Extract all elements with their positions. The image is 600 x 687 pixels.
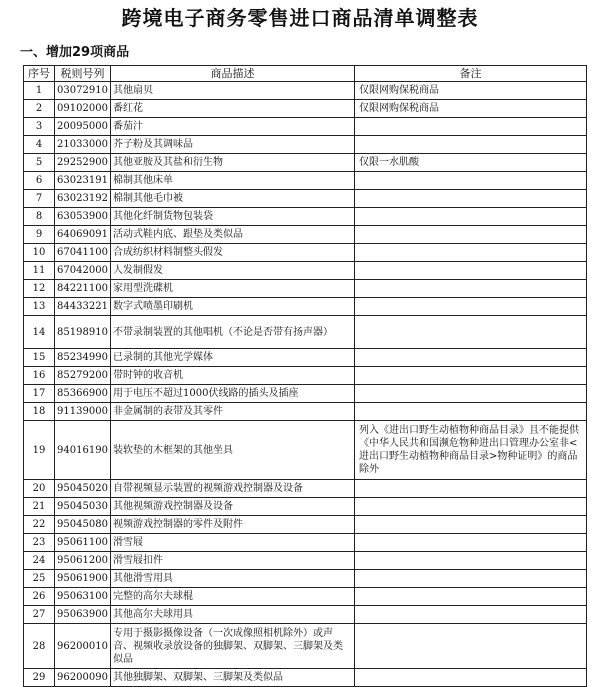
table-row bbox=[24, 208, 587, 226]
header-note: 备注 bbox=[355, 66, 587, 82]
row-code: 95045030 bbox=[55, 498, 111, 516]
table-row bbox=[24, 552, 587, 570]
row-seq: 7 bbox=[24, 190, 55, 208]
row-seq: 2 bbox=[24, 100, 55, 118]
table-row bbox=[24, 421, 587, 480]
row-desc: 家用型洗碟机 bbox=[111, 280, 355, 298]
row-desc: 番茄汁 bbox=[111, 118, 355, 136]
row-desc: 棉制其他毛巾被 bbox=[111, 190, 355, 208]
table-row bbox=[24, 100, 587, 118]
row-code: 03072910 bbox=[55, 82, 111, 100]
row-note bbox=[355, 244, 587, 262]
table-row bbox=[24, 606, 587, 624]
table-row bbox=[24, 403, 587, 421]
row-note bbox=[355, 588, 587, 606]
row-note bbox=[355, 262, 587, 280]
row-code: 67041100 bbox=[55, 244, 111, 262]
header-seq: 序号 bbox=[24, 66, 55, 82]
row-seq: 17 bbox=[24, 385, 55, 403]
row-code: 20095000 bbox=[55, 118, 111, 136]
row-desc: 自带视频显示装置的视频游戏控制器及设备 bbox=[111, 480, 355, 498]
table-row bbox=[24, 588, 587, 606]
row-code: 64069091 bbox=[55, 226, 111, 244]
row-desc: 其他化纤制货物包装袋 bbox=[111, 208, 355, 226]
row-seq: 11 bbox=[24, 262, 55, 280]
page-title: 跨境电子商务零售进口商品清单调整表 bbox=[121, 6, 479, 30]
table-row bbox=[24, 534, 587, 552]
table-row bbox=[24, 349, 587, 367]
table-row bbox=[24, 298, 587, 316]
row-seq: 6 bbox=[24, 172, 55, 190]
row-note bbox=[355, 190, 587, 208]
row-note bbox=[355, 624, 587, 669]
table-row bbox=[24, 516, 587, 534]
row-note bbox=[355, 669, 587, 687]
row-seq: 5 bbox=[24, 154, 55, 172]
row-desc: 已录制的其他光学媒体 bbox=[111, 349, 355, 367]
table-row bbox=[24, 316, 587, 349]
row-note bbox=[355, 480, 587, 498]
row-seq: 26 bbox=[24, 588, 55, 606]
table-row bbox=[24, 154, 587, 172]
row-seq: 20 bbox=[24, 480, 55, 498]
row-code: 95045020 bbox=[55, 480, 111, 498]
table-row bbox=[24, 280, 587, 298]
row-code: 96200010 bbox=[55, 624, 111, 669]
row-seq: 8 bbox=[24, 208, 55, 226]
row-note bbox=[355, 606, 587, 624]
row-desc: 人发制假发 bbox=[111, 262, 355, 280]
row-note: 仅限一水肌酸 bbox=[355, 154, 587, 172]
row-code: 21033000 bbox=[55, 136, 111, 154]
row-note bbox=[355, 136, 587, 154]
row-code: 96200090 bbox=[55, 669, 111, 687]
row-code: 95063900 bbox=[55, 606, 111, 624]
table-row bbox=[24, 385, 587, 403]
table-row bbox=[24, 118, 587, 136]
header-desc: 商品描述 bbox=[111, 66, 355, 82]
row-seq: 16 bbox=[24, 367, 55, 385]
row-code: 95061100 bbox=[55, 534, 111, 552]
row-desc: 数字式喷墨印刷机 bbox=[111, 298, 355, 316]
row-note bbox=[355, 316, 587, 349]
row-seq: 19 bbox=[24, 421, 55, 480]
row-desc: 带时钟的收音机 bbox=[111, 367, 355, 385]
row-code: 95061900 bbox=[55, 570, 111, 588]
row-seq: 29 bbox=[24, 669, 55, 687]
row-seq: 15 bbox=[24, 349, 55, 367]
row-note bbox=[355, 298, 587, 316]
row-desc: 完整的高尔夫球棍 bbox=[111, 588, 355, 606]
row-desc: 其他滑雪用具 bbox=[111, 570, 355, 588]
row-desc: 滑雪屐扣件 bbox=[111, 552, 355, 570]
table-row bbox=[24, 570, 587, 588]
row-code: 85366900 bbox=[55, 385, 111, 403]
row-note: 列入《进出口野生动植物种商品目录》且不能提供《中华人民共和国濒危物种进出口管理办公室非<进出口野生动植物种商品目录>物种证明》的商品除外 bbox=[355, 421, 587, 480]
table-row bbox=[24, 480, 587, 498]
row-desc: 番红花 bbox=[111, 100, 355, 118]
table-row bbox=[24, 172, 587, 190]
section-heading: 一、增加29项商品 bbox=[20, 45, 130, 60]
row-seq: 21 bbox=[24, 498, 55, 516]
table-row bbox=[24, 262, 587, 280]
row-seq: 22 bbox=[24, 516, 55, 534]
row-desc: 非金属制的表带及其零件 bbox=[111, 403, 355, 421]
table-row bbox=[24, 367, 587, 385]
row-note bbox=[355, 498, 587, 516]
row-seq: 28 bbox=[24, 624, 55, 669]
row-seq: 25 bbox=[24, 570, 55, 588]
row-seq: 13 bbox=[24, 298, 55, 316]
row-note: 仅限网购保税商品 bbox=[355, 100, 587, 118]
table-header-row bbox=[24, 66, 587, 82]
table-row bbox=[24, 226, 587, 244]
row-note bbox=[355, 208, 587, 226]
row-seq: 3 bbox=[24, 118, 55, 136]
row-note bbox=[355, 516, 587, 534]
row-desc: 活动式鞋内底、跟垫及类似品 bbox=[111, 226, 355, 244]
row-desc: 其他独脚架、双脚架、三脚架及类似品 bbox=[111, 669, 355, 687]
row-code: 95061200 bbox=[55, 552, 111, 570]
row-note bbox=[355, 172, 587, 190]
row-code: 09102000 bbox=[55, 100, 111, 118]
table-row bbox=[24, 498, 587, 516]
row-code: 91139000 bbox=[55, 403, 111, 421]
table-row bbox=[24, 136, 587, 154]
row-desc: 芥子粉及其调味品 bbox=[111, 136, 355, 154]
row-note bbox=[355, 403, 587, 421]
row-desc: 滑雪屐 bbox=[111, 534, 355, 552]
row-desc: 其他高尔夫球用具 bbox=[111, 606, 355, 624]
header-code: 税则号列 bbox=[55, 66, 111, 82]
row-seq: 24 bbox=[24, 552, 55, 570]
row-desc: 其他扇贝 bbox=[111, 82, 355, 100]
row-code: 95063100 bbox=[55, 588, 111, 606]
row-note bbox=[355, 280, 587, 298]
row-code: 95045080 bbox=[55, 516, 111, 534]
row-code: 84433221 bbox=[55, 298, 111, 316]
row-seq: 14 bbox=[24, 316, 55, 349]
row-code: 85279200 bbox=[55, 367, 111, 385]
row-seq: 9 bbox=[24, 226, 55, 244]
row-seq: 23 bbox=[24, 534, 55, 552]
row-code: 85234990 bbox=[55, 349, 111, 367]
row-seq: 27 bbox=[24, 606, 55, 624]
row-seq: 4 bbox=[24, 136, 55, 154]
row-desc: 其他亚胺及其盐和衍生物 bbox=[111, 154, 355, 172]
product-table bbox=[23, 65, 587, 687]
row-note bbox=[355, 367, 587, 385]
row-desc: 用于电压不超过1000伏线路的插头及插座 bbox=[111, 385, 355, 403]
table-row bbox=[24, 669, 587, 687]
row-desc: 视频游戏控制器的零件及附件 bbox=[111, 516, 355, 534]
row-note bbox=[355, 570, 587, 588]
row-note bbox=[355, 349, 587, 367]
row-code: 67042000 bbox=[55, 262, 111, 280]
row-desc: 其他视频游戏控制器及设备 bbox=[111, 498, 355, 516]
table-body bbox=[24, 82, 587, 687]
row-note bbox=[355, 552, 587, 570]
row-note bbox=[355, 385, 587, 403]
row-note bbox=[355, 226, 587, 244]
row-desc: 不带录制装置的其他唱机（不论是否带有扬声器） bbox=[111, 316, 355, 349]
row-code: 63053900 bbox=[55, 208, 111, 226]
row-desc: 专用于摄影摄像设备（一次成像照相机除外）或声音、视频收录放设备的独脚架、双脚架、三脚架及类似品 bbox=[111, 624, 355, 669]
row-note bbox=[355, 534, 587, 552]
row-note bbox=[355, 118, 587, 136]
row-code: 63023191 bbox=[55, 172, 111, 190]
row-code: 85198910 bbox=[55, 316, 111, 349]
row-note: 仅限网购保税商品 bbox=[355, 82, 587, 100]
row-desc: 棉制其他床单 bbox=[111, 172, 355, 190]
row-code: 63023192 bbox=[55, 190, 111, 208]
row-seq: 18 bbox=[24, 403, 55, 421]
row-desc: 装软垫的木框架的其他坐具 bbox=[111, 421, 355, 480]
row-seq: 12 bbox=[24, 280, 55, 298]
table-row bbox=[24, 190, 587, 208]
table-row bbox=[24, 624, 587, 669]
table-row bbox=[24, 82, 587, 100]
row-seq: 10 bbox=[24, 244, 55, 262]
row-desc: 合成纺织材料制整头假发 bbox=[111, 244, 355, 262]
row-code: 94016190 bbox=[55, 421, 111, 480]
table-row bbox=[24, 244, 587, 262]
row-code: 84221100 bbox=[55, 280, 111, 298]
row-code: 29252900 bbox=[55, 154, 111, 172]
row-seq: 1 bbox=[24, 82, 55, 100]
